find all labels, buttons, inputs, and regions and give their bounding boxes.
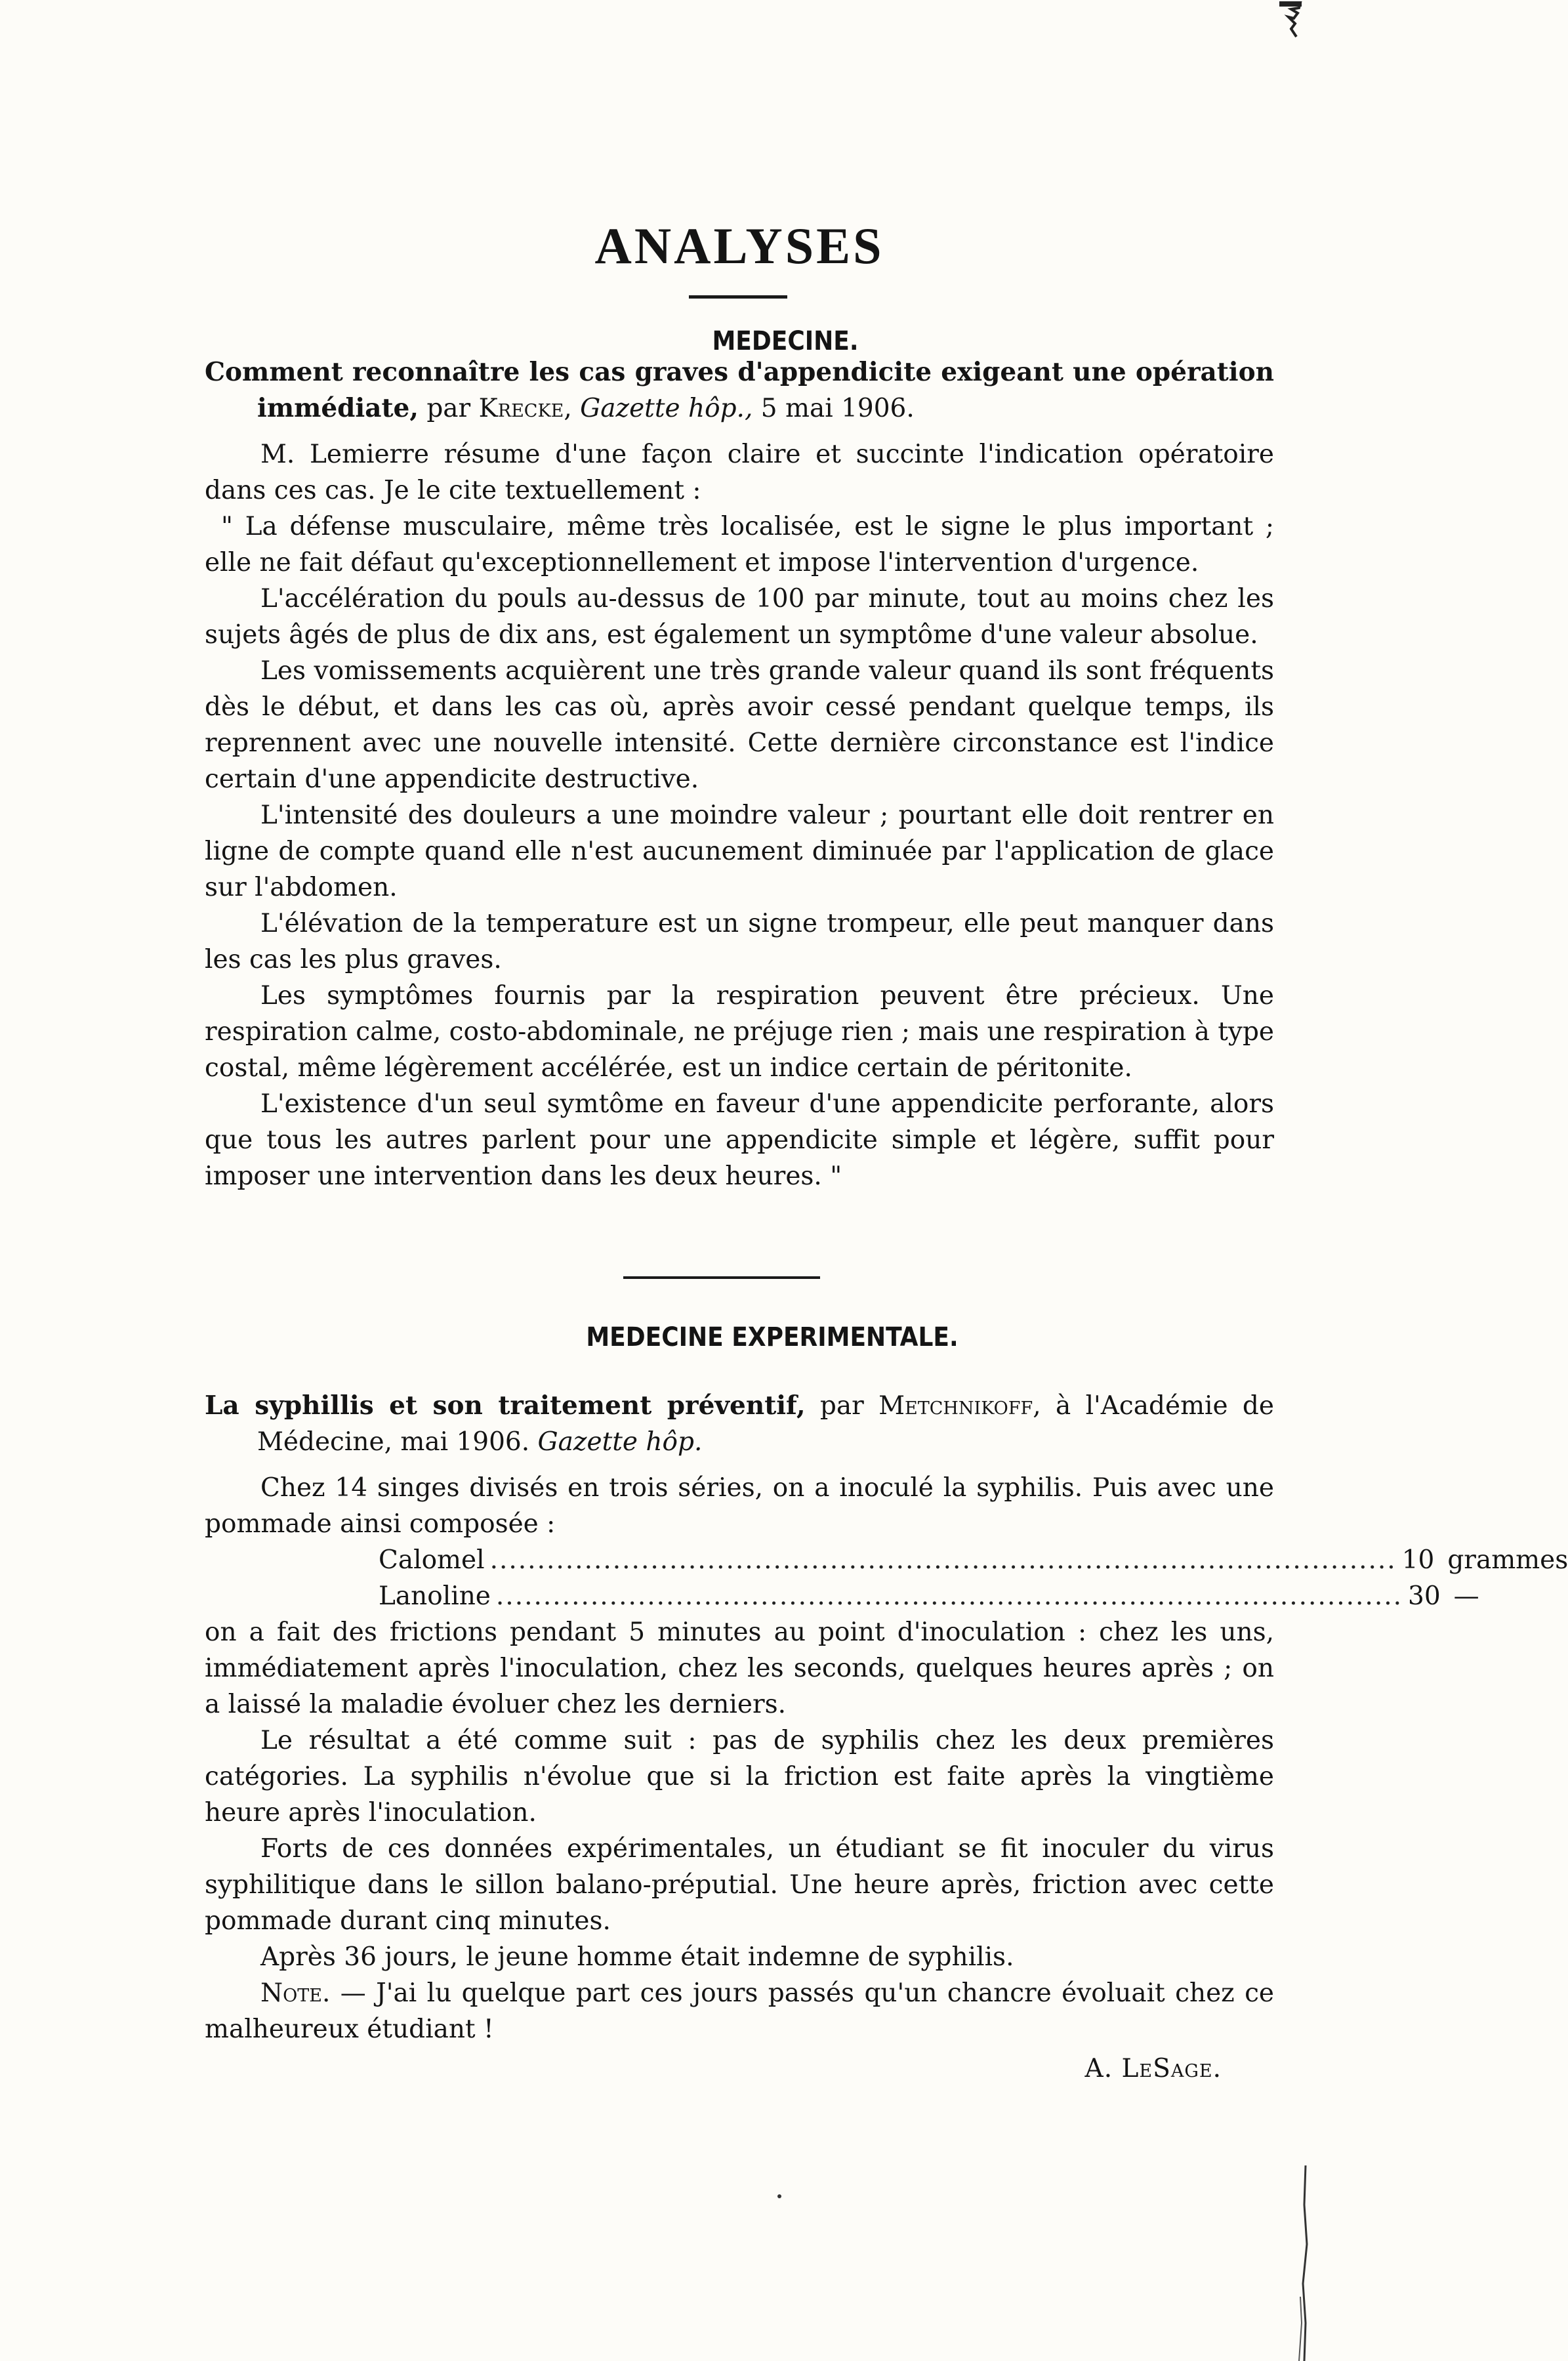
note-text: — J'ai lu quelque part ces jours passés qu'un chancre évoluait chez ce malheureux étudiant !: [205, 1978, 1274, 2044]
recipe-unit: —: [1453, 1581, 1479, 1611]
article-title: La syphillis et son traitement préventif,: [205, 1390, 806, 1421]
article-author: Metchnikoff,: [878, 1391, 1041, 1421]
page-title: ANALYSES: [594, 217, 884, 274]
recipe-ingredient: Calomel: [379, 1545, 485, 1575]
article-place: à l'Académie de Médecine, mai 1906.: [257, 1391, 1274, 1457]
recipe-quantity: 30: [1408, 1581, 1441, 1611]
recipe-unit: grammes: [1447, 1545, 1568, 1575]
author-signature: A. LeSage.: [1084, 2054, 1222, 2083]
recipe-leader-dots: ................................................................................................: [489, 1545, 1397, 1575]
note-label: Note.: [260, 1978, 331, 2008]
article-source: Gazette hôp.,: [580, 394, 753, 423]
article-body-syphilis: [205, 1614, 1274, 2047]
article-source: Gazette hôp.: [537, 1427, 703, 1457]
scan-artifact-icon: [1278, 0, 1304, 39]
article-heading-syphilis: [205, 1388, 1274, 1460]
section-heading-medecine: MEDECINE.: [712, 326, 859, 356]
title-divider: [689, 295, 787, 299]
paragraph: L'existence d'un seul symtôme en faveur d'une appendicite perforante, alors que tous les autres parlent pour une appendicite simple et légère, suffit pour imposer une intervention dans les deux heures. ": [205, 1089, 1274, 1191]
recipe-row: [379, 1542, 1568, 1578]
scan-edge-icon: [1291, 2165, 1311, 2361]
article-date: 5 mai 1906.: [760, 394, 915, 423]
paragraph: M. Lemierre résume d'une façon claire et succinte l'indication opératoire dans ces cas. Je le cite textuellement :: [205, 440, 1274, 505]
paragraph: " La défense musculaire, même très localisée, est le signe le plus important ; elle ne fait défaut qu'exceptionnellement et impose l'intervention d'urgence.: [205, 512, 1274, 577]
paragraph: Les symptômes fournis par la respiration peuvent être précieux. Une respiration calme, costo-abdominale, ne préjuge rien ; mais une respiration à type costal, même légèrement accélérée, est un indice certain de péritonite.: [205, 981, 1274, 1083]
recipe-row: [379, 1578, 1479, 1614]
article-intro-syphilis: [205, 1470, 1274, 1542]
paragraph: L'accélération du pouls au-dessus de 100 par minute, tout au moins chez les sujets âgés de plus de dix ans, est également un symptôme d'une valeur absolue.: [205, 584, 1274, 650]
note-paragraph: [205, 1975, 1274, 2047]
article-body-appendicite: [205, 436, 1274, 1194]
article-author: Krecke,: [478, 394, 572, 423]
paragraph: Chez 14 singes divisés en trois séries, on a inoculé la syphilis. Puis avec une pommade ainsi composée :: [205, 1473, 1274, 1539]
section-heading-medecine-experimentale: MEDECINE EXPERIMENTALE.: [586, 1322, 959, 1352]
article-title: Comment reconnaître les cas graves d'appendicite exigeant une opération immédiate,: [205, 357, 1274, 423]
ink-speck: [777, 2194, 781, 2198]
paragraph: Les vomissements acquièrent une très grande valeur quand ils sont fréquents dès le début, et dans les cas où, après avoir cessé pendant quelque temps, ils reprennent avec une nouvelle intensité. Cette dernière circonstance est l'indice certain d'une appendicite destructive.: [205, 656, 1274, 794]
paragraph: Forts de ces données expérimentales, un étudiant se fit inoculer du virus syphilitique dans le sillon balano-préputial. Une heure après, friction avec cette pommade durant cinq minutes.: [205, 1834, 1274, 1936]
paragraph: on a fait des frictions pendant 5 minutes au point d'inoculation : chez les uns, immédiatement après l'inoculation, chez les seconds, quelques heures après ; on a laissé la maladie évoluer chez les derniers.: [205, 1618, 1274, 1719]
ointment-recipe: [379, 1542, 1568, 1614]
recipe-leader-dots: ................................................................................................: [495, 1581, 1403, 1611]
paragraph: Après 36 jours, le jeune homme était indemne de syphilis.: [260, 1942, 1014, 1972]
recipe-ingredient: Lanoline: [379, 1581, 491, 1611]
article-heading-appendicite: [205, 354, 1274, 427]
paragraph: L'intensité des douleurs a une moindre valeur ; pourtant elle doit rentrer en ligne de compte quand elle n'est aucunement diminuée par l'application de glace sur l'abdomen.: [205, 801, 1274, 902]
section-divider: [623, 1276, 820, 1279]
article-by: par: [426, 394, 471, 423]
recipe-quantity: 10: [1401, 1545, 1435, 1575]
paragraph: L'élévation de la temperature est un signe trompeur, elle peut manquer dans les cas les plus graves.: [205, 909, 1274, 974]
article-by: par: [819, 1391, 864, 1421]
paragraph: Le résultat a été comme suit : pas de syphilis chez les deux premières catégories. La syphilis n'évolue que si la friction est faite après la vingtième heure après l'inoculation.: [205, 1726, 1274, 1828]
